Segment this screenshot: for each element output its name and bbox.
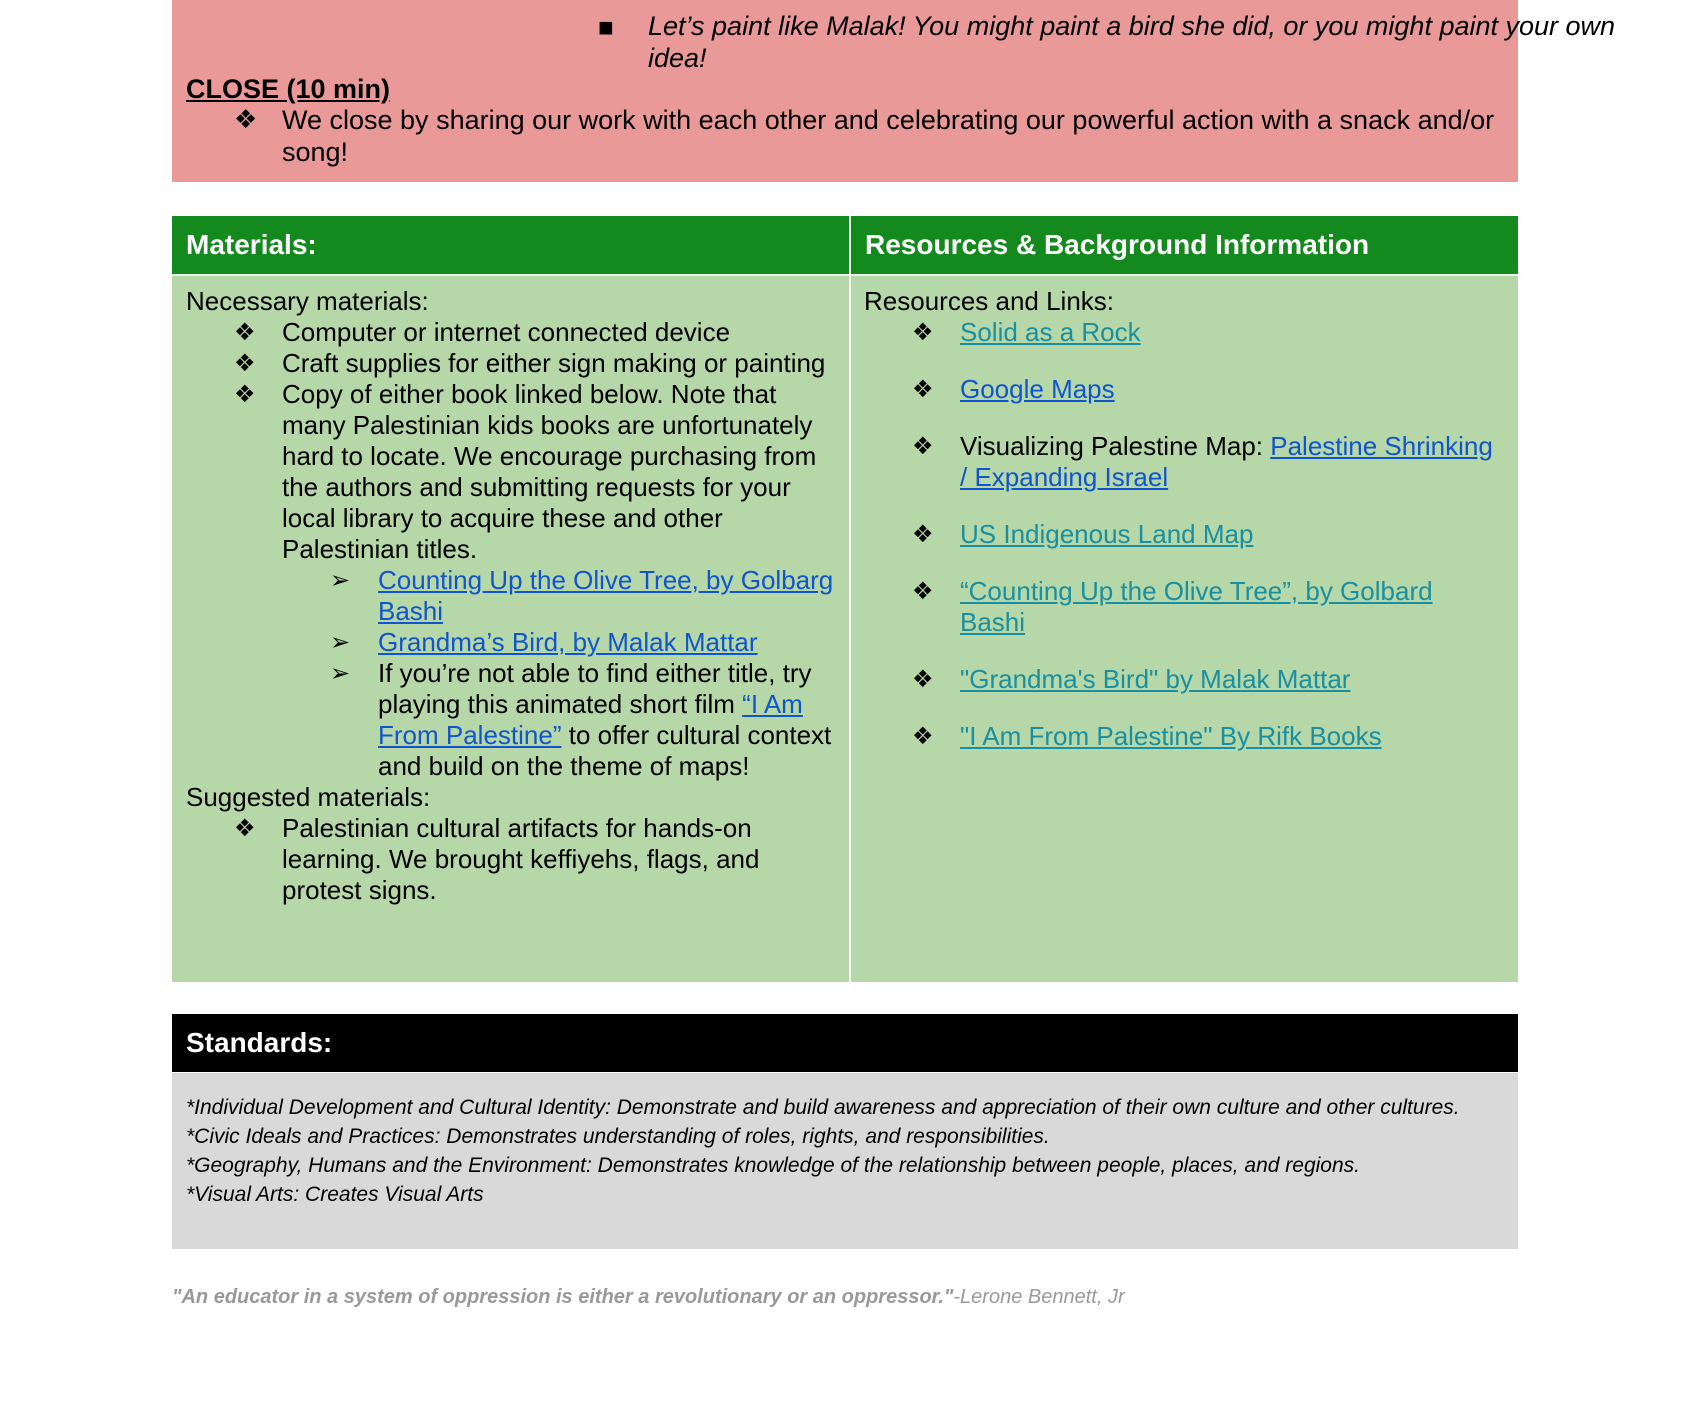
arrow-bullet-icon: ➢: [330, 629, 351, 656]
diamond-bullet-icon: ❖: [912, 376, 934, 403]
google-maps-link[interactable]: Google Maps: [960, 374, 1115, 404]
list-item: [186, 348, 836, 379]
palestine-shrinking-link[interactable]: Palestine Shrinking / Expanding Israel: [960, 431, 1493, 492]
diamond-bullet-icon: ❖: [234, 381, 256, 408]
resource-item: [864, 431, 1504, 493]
resource-item: [864, 576, 1504, 638]
resource-item: [864, 374, 1504, 405]
diamond-bullet-icon: ❖: [234, 350, 256, 377]
diamond-bullet-icon: ❖: [912, 723, 934, 750]
olive-tree-book-link[interactable]: Counting Up the Olive Tree, by Golbarg Bashi: [378, 565, 834, 626]
indigenous-land-map-link[interactable]: US Indigenous Land Map: [960, 519, 1254, 549]
list-item: [186, 317, 836, 348]
standards-header: Standards:: [172, 1014, 1518, 1072]
visualizing-label: Visualizing Palestine Map:: [960, 431, 1271, 461]
quote-text: "An educator in a system of oppression is either a revolutionary or an oppressor.": [172, 1286, 954, 1308]
list-item: [186, 379, 836, 565]
suggested-materials-label: Suggested materials:: [186, 782, 431, 812]
materials-resources-table: [172, 216, 1518, 982]
list-item-text: Copy of either book linked below. Note that many Palestinian kids books are unfortunately hard to locate. We encourage purchasing from the authors and submitting requests for your local library to acquire these and other Palestinian titles.: [282, 379, 817, 564]
resources-column: [864, 286, 1504, 778]
list-item-text: Computer or internet connected device: [282, 317, 731, 347]
standards-body: [172, 1073, 1518, 1249]
olive-tree-resource-link[interactable]: “Counting Up the Olive Tree”, by Golbard Bashi: [960, 576, 1433, 637]
resources-label: Resources and Links:: [864, 286, 1115, 316]
necessary-materials-label: Necessary materials:: [186, 286, 429, 316]
paint-activity-text: Let’s paint like Malak! You might paint a bird she did, or you might paint your own idea!: [648, 11, 1616, 73]
i-am-from-palestine-resource-link[interactable]: "I Am From Palestine" By Rifk Books: [960, 721, 1382, 751]
standard-line: *Visual Arts: Creates Visual Arts: [186, 1183, 484, 1206]
solid-as-a-rock-link[interactable]: Solid as a Rock: [960, 317, 1141, 347]
diamond-bullet-icon: ❖: [234, 815, 256, 842]
materials-column: [186, 286, 836, 906]
resource-item: [864, 317, 1504, 348]
film-item: [186, 658, 836, 782]
quote-author: -Lerone Bennett, Jr: [953, 1286, 1125, 1308]
materials-header: Materials:: [172, 216, 849, 274]
column-divider: [849, 216, 851, 982]
film-text-post: to offer cultural context and build on the theme of maps!: [378, 720, 832, 781]
standard-line: *Civic Ideals and Practices: Demonstrates understanding of roles, rights, and responsibilities.: [186, 1125, 1050, 1148]
resource-item: [864, 519, 1504, 550]
close-section: [172, 0, 1616, 182]
arrow-bullet-icon: ➢: [330, 660, 351, 687]
list-item-text: Palestinian cultural artifacts for hands-on learning. We brought keffiyehs, flags, and protest signs.: [282, 813, 760, 905]
grandmas-bird-resource-link[interactable]: "Grandma's Bird" by Malak Mattar: [960, 664, 1351, 694]
diamond-bullet-icon: ❖: [912, 521, 934, 548]
footer-quote: [172, 1286, 1125, 1309]
header-divider: [172, 274, 1518, 276]
grandmas-bird-book-link[interactable]: Grandma’s Bird, by Malak Mattar: [378, 627, 758, 657]
diamond-bullet-icon: ❖: [912, 319, 934, 346]
i-am-from-palestine-film-link[interactable]: “I Am From Palestine”: [378, 689, 803, 750]
close-heading: CLOSE (10 min): [186, 74, 391, 104]
film-text: If you’re not able to find either title, try playing this animated short film: [378, 658, 812, 719]
square-bullet: ■: [598, 12, 614, 42]
list-item: [186, 813, 836, 906]
resource-item: [864, 721, 1504, 752]
diamond-bullet-icon: ❖: [234, 319, 256, 346]
standard-line: *Individual Development and Cultural Identity: Demonstrate and build awareness and appreciation of their own culture and other cultures.: [186, 1096, 1460, 1119]
arrow-bullet-icon: ➢: [330, 567, 351, 594]
diamond-bullet-icon: ❖: [912, 666, 934, 693]
close-bullet: ❖: [234, 104, 258, 134]
close-text: We close by sharing our work with each other and celebrating our powerful action with a snack and/or song!: [282, 105, 1495, 167]
standard-line: *Geography, Humans and the Environment: Demonstrates knowledge of the relationship between people, places, and regions.: [186, 1154, 1360, 1177]
diamond-bullet-icon: ❖: [912, 433, 934, 460]
resources-header: Resources & Background Information: [851, 216, 1518, 274]
book-link-item: [186, 565, 836, 627]
resource-item: [864, 664, 1504, 695]
list-item-text: Craft supplies for either sign making or painting: [282, 348, 826, 378]
book-link-item: [186, 627, 836, 658]
diamond-bullet-icon: ❖: [912, 578, 934, 605]
